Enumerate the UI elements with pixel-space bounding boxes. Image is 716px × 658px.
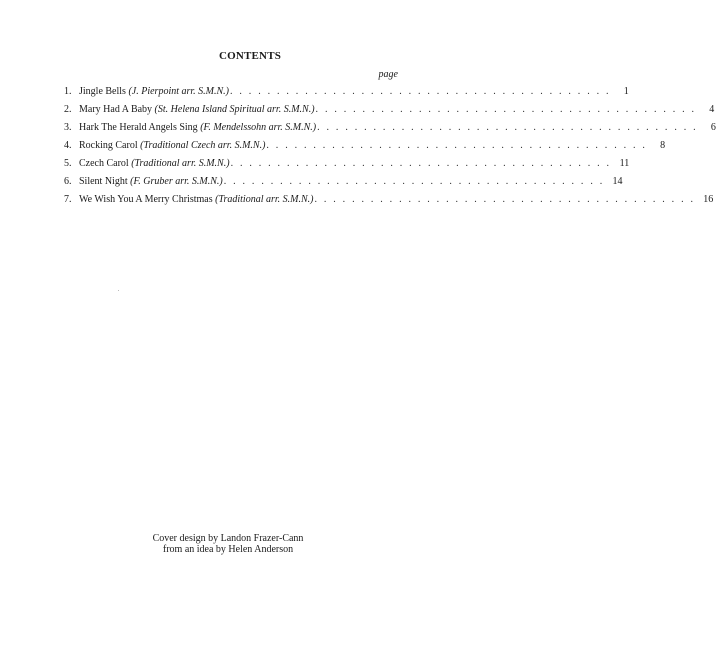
dot-leader: . . . . . . . . . . . . . . . . . . . . . . . . . . . . . . . . . . . . . . . . . — [230, 158, 612, 169]
page-number: 16 — [703, 194, 714, 205]
song-title: Silent Night — [79, 176, 128, 187]
cover-credit-line1: Cover design by Landon Frazer-Cann — [152, 533, 304, 544]
arranger-credit: (Traditional Czech arr. S.M.N.) — [140, 140, 266, 151]
arranger-credit: (Traditional arr. S.M.N.) — [215, 194, 314, 205]
toc-entry — [64, 140, 666, 158]
song-title: Mary Had A Baby — [79, 104, 153, 115]
page-number: 8 — [660, 140, 666, 151]
page-number: 6 — [710, 122, 716, 133]
dot-leader: . . . . . . . . . . . . . . . . . . . . . . . . . . . . . . . . . . . . . . . . . — [317, 122, 698, 133]
toc-entry — [64, 104, 715, 122]
song-title: Jingle Bells — [79, 86, 126, 97]
table-of-contents — [64, 86, 716, 212]
toc-entry — [64, 176, 623, 194]
entry-number: 3. — [64, 122, 72, 133]
cover-credit — [0, 533, 456, 555]
page-number: 14 — [612, 176, 623, 187]
page-number: 1 — [623, 86, 629, 97]
arranger-credit: (J. Pierpoint arr. S.M.N.) — [128, 86, 229, 97]
entry-number: 5. — [64, 158, 72, 169]
page-number: 4 — [709, 104, 715, 115]
dot-leader: . . . . . . . . . . . . . . . . . . . . . . . . . . . . . . . . . . . . . . . . . — [223, 176, 605, 187]
toc-entry — [64, 194, 714, 212]
toc-entry — [64, 122, 716, 140]
arranger-credit: (F. Gruber arr. S.M.N.) — [130, 176, 223, 187]
dot-leader: . . . . . . . . . . . . . . . . . . . . . . . . . . . . . . . . . . . . . . . . . — [266, 140, 648, 151]
entry-number: 2. — [64, 104, 72, 115]
paper-speck — [118, 290, 119, 291]
toc-entry — [64, 158, 630, 176]
page-number: 11 — [619, 158, 630, 169]
entry-number: 6. — [64, 176, 72, 187]
cover-credit-line2: from an idea by Helen Anderson — [162, 544, 294, 555]
song-title: Czech Carol — [79, 158, 129, 169]
toc-entry — [64, 86, 629, 104]
dot-leader: . . . . . . . . . . . . . . . . . . . . . . . . . . . . . . . . . . . . . . . . . — [315, 104, 697, 115]
song-title: Rocking Carol — [79, 140, 138, 151]
song-title: Hark The Herald Angels Sing — [79, 122, 198, 133]
page-column-label: page — [378, 69, 398, 80]
arranger-credit: (Traditional arr. S.M.N.) — [131, 158, 230, 169]
entry-number: 4. — [64, 140, 72, 151]
entry-number: 1. — [64, 86, 72, 97]
arranger-credit: (St. Helena Island Spiritual arr. S.M.N.) — [154, 104, 315, 115]
arranger-credit: (F. Mendelssohn arr. S.M.N.) — [200, 122, 317, 133]
dot-leader: . . . . . . . . . . . . . . . . . . . . . . . . . . . . . . . . . . . . . . . . . — [230, 86, 611, 97]
song-title: We Wish You A Merry Christmas — [79, 194, 213, 205]
contents-heading: CONTENTS — [218, 50, 282, 62]
dot-leader: . . . . . . . . . . . . . . . . . . . . . . . . . . . . . . . . . . . . . . . . . — [314, 194, 696, 205]
entry-number: 7. — [64, 194, 72, 205]
